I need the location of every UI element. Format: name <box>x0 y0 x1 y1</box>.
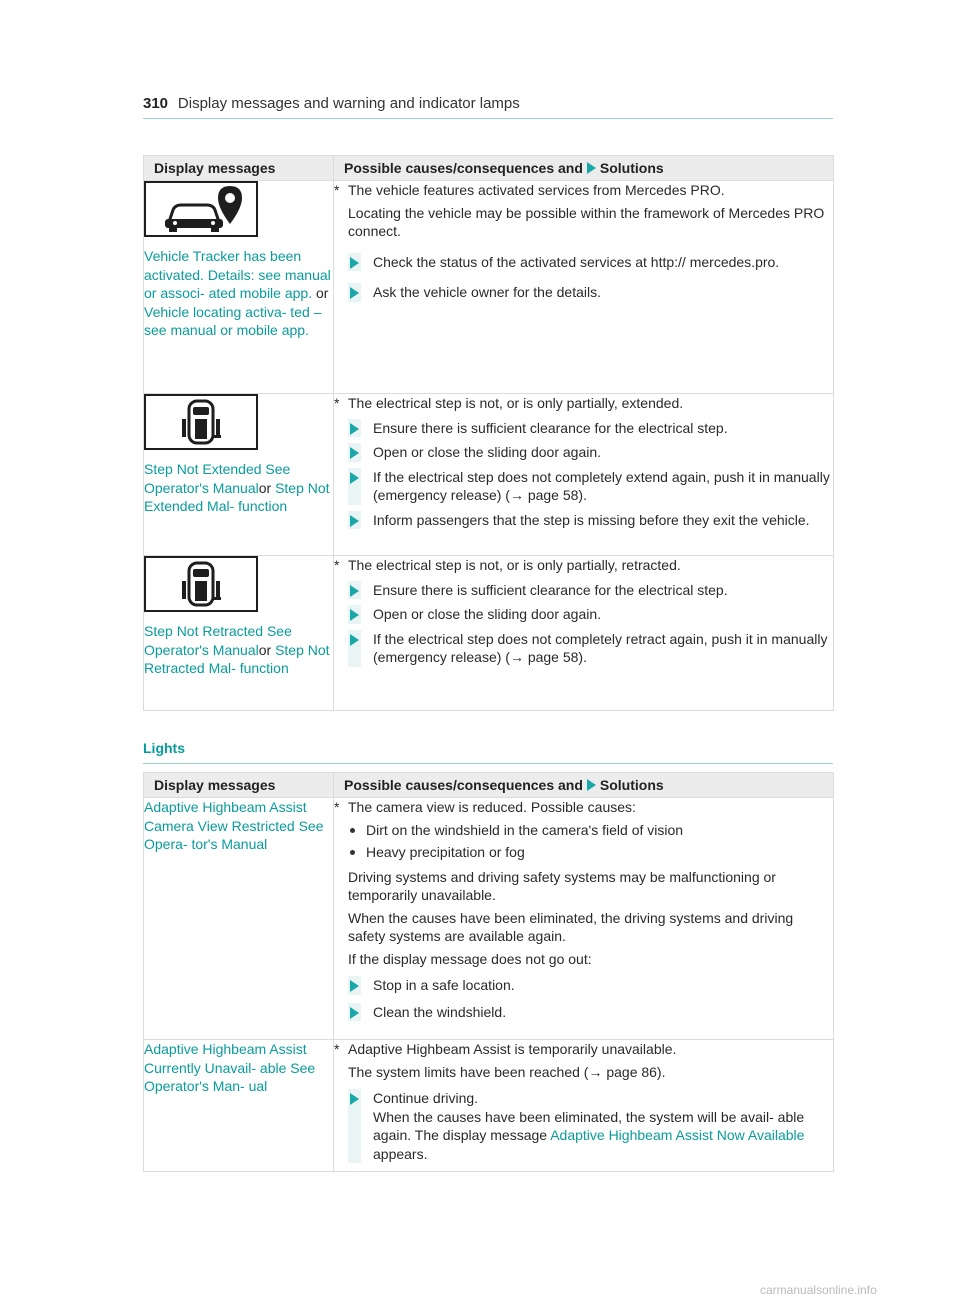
col-header-causes <box>334 156 834 181</box>
col-header-causes <box>334 773 834 798</box>
page-number: 310 <box>143 95 169 112</box>
cause-text: The electrical step is not, or is only partially, retracted. <box>348 557 681 573</box>
cause-paragraph: When the causes have been eliminated, the driving systems and driving safety systems are available again. <box>348 909 794 944</box>
solution-step <box>348 1089 833 1163</box>
lights-messages-table <box>143 772 834 1172</box>
cause-bullet <box>348 821 833 840</box>
car-location-pin-icon <box>144 181 258 237</box>
solution-text: Ensure there is sufficient clearance for the electrical step. <box>373 581 728 598</box>
causes-cell <box>334 181 834 394</box>
causes-cell <box>334 1040 834 1172</box>
col-header-solutions-label: Solutions <box>599 160 664 176</box>
table-row <box>144 798 834 1040</box>
solution-line: appears. <box>373 1145 428 1162</box>
display-message-ref: Adaptive Highbeam Assist Now Available <box>550 1127 805 1143</box>
or-label: or <box>258 641 272 658</box>
message-cell <box>144 798 334 1040</box>
solution-text: Stop in a safe location. <box>373 977 515 993</box>
display-messages-table <box>143 155 834 711</box>
solution-text: Ensure there is sufficient clearance for the electrical step. <box>373 419 728 436</box>
solution-step <box>348 443 833 462</box>
col-header-messages: Display messages <box>144 773 334 798</box>
solution-text <box>373 1089 833 1163</box>
table-header-row <box>144 773 834 798</box>
solution-text: Clean the windshield. <box>373 1003 507 1020</box>
cause-paragraph: The system limits have been reached (→ page 86). <box>348 1063 666 1080</box>
cause-paragraph: Driving systems and driving safety systems may be malfunctioning or temporarily unavailable. <box>348 868 776 903</box>
table-row <box>144 394 834 556</box>
footer-watermark: carmanualsonline.info <box>760 1283 877 1297</box>
solution-step <box>348 468 833 505</box>
solution-arrow-icon <box>587 779 596 791</box>
message-cell <box>144 556 334 711</box>
solution-text: Open or close the sliding door again. <box>373 444 602 460</box>
solution-step <box>348 630 833 667</box>
solution-step <box>348 253 833 272</box>
message-cell <box>144 181 334 394</box>
cause-paragraph: Locating the vehicle may be possible within the framework of Mercedes PRO connect. <box>348 204 825 239</box>
cause-text: The electrical step is not, or is only partially, extended. <box>348 395 684 411</box>
display-message: Adaptive Highbeam Assist Camera View Restricted See Opera- tor's Manual <box>144 799 324 852</box>
solution-line: Continue driving. <box>373 1090 479 1106</box>
bullet-text: Dirt on the windshield in the camera's field of vision <box>366 821 684 838</box>
solution-line: When the causes have been eliminated, the system will be avail- able again. The display message <box>373 1108 805 1143</box>
solution-step <box>348 283 833 302</box>
display-message-alt: Step Not Extended Mal- function <box>144 479 330 514</box>
cause-bullet <box>348 843 833 862</box>
cause-line: * The electrical step is not, or is only partially, retracted. <box>334 557 681 573</box>
display-message: Vehicle Tracker has been activated. Details: see manual or associ- ated mobile app. <box>144 248 331 301</box>
table-row <box>144 556 834 711</box>
col-header-causes-label: Possible causes/consequences and <box>344 160 583 176</box>
cause-line: * Adaptive Highbeam Assist is temporarily unavailable. <box>334 1041 677 1057</box>
display-message: Adaptive Highbeam Assist Currently Unavail- able See Operator's Man- ual <box>144 1041 316 1094</box>
section-title-lights: Lights <box>143 740 833 764</box>
or-label: or <box>315 285 329 301</box>
cause-line: * The vehicle features activated services from Mercedes PRO. <box>334 182 725 198</box>
van-step-icon <box>144 394 258 450</box>
col-header-causes-label: Possible causes/consequences and <box>344 777 583 793</box>
display-message: Step Not Retracted See Operator's Manual <box>144 623 292 658</box>
cause-line: * The electrical step is not, or is only partially, extended. <box>334 395 684 411</box>
solution-step <box>348 419 833 438</box>
col-header-solutions-label: Solutions <box>599 777 664 793</box>
col-header-messages: Display messages <box>144 156 334 181</box>
display-message-alt: Vehicle locating activa- ted – see manual or mobile app. <box>144 303 322 338</box>
or-label: or <box>258 479 272 496</box>
message-cell <box>144 1040 334 1172</box>
van-step-icon <box>144 556 258 612</box>
solution-step <box>348 605 833 624</box>
causes-cell <box>334 394 834 556</box>
solution-text: Ask the vehicle owner for the details. <box>373 284 602 300</box>
table-header-row <box>144 156 834 181</box>
solution-text: Inform passengers that the step is missing before they exit the vehicle. <box>373 511 810 528</box>
solution-text: Check the status of the activated services at http:// mercedes.pro. <box>373 253 780 270</box>
cause-text: The camera view is reduced. Possible causes: <box>348 799 636 815</box>
page-title: Display messages and warning and indicator lamps <box>177 95 520 112</box>
solution-text: If the electrical step does not completely retract again, push it in manually (emergency release) (→ page 58). <box>373 630 828 665</box>
solution-text: Open or close the sliding door again. <box>373 606 602 622</box>
table-row <box>144 181 834 394</box>
solution-step <box>348 1003 833 1022</box>
page-header <box>143 95 833 119</box>
display-message-alt: Step Not Retracted Mal- function <box>144 641 330 676</box>
solution-arrow-icon <box>587 162 596 174</box>
bullet-text: Heavy precipitation or fog <box>366 844 525 860</box>
solution-step <box>348 976 833 995</box>
solution-text: If the electrical step does not completely extend again, push it in manually (emergency release) (→ page 58). <box>373 468 830 503</box>
cause-text: Adaptive Highbeam Assist is temporarily unavailable. <box>348 1041 677 1057</box>
cause-line: * The camera view is reduced. Possible causes: <box>334 799 636 815</box>
cause-text: The vehicle features activated services from Mercedes PRO. <box>348 182 725 198</box>
display-message: Step Not Extended See Operator's Manual <box>144 461 291 496</box>
cause-paragraph: If the display message does not go out: <box>348 950 592 967</box>
solution-step <box>348 581 833 600</box>
causes-cell <box>334 798 834 1040</box>
solution-step <box>348 511 833 530</box>
message-cell <box>144 394 334 556</box>
causes-cell <box>334 556 834 711</box>
table-row <box>144 1040 834 1172</box>
